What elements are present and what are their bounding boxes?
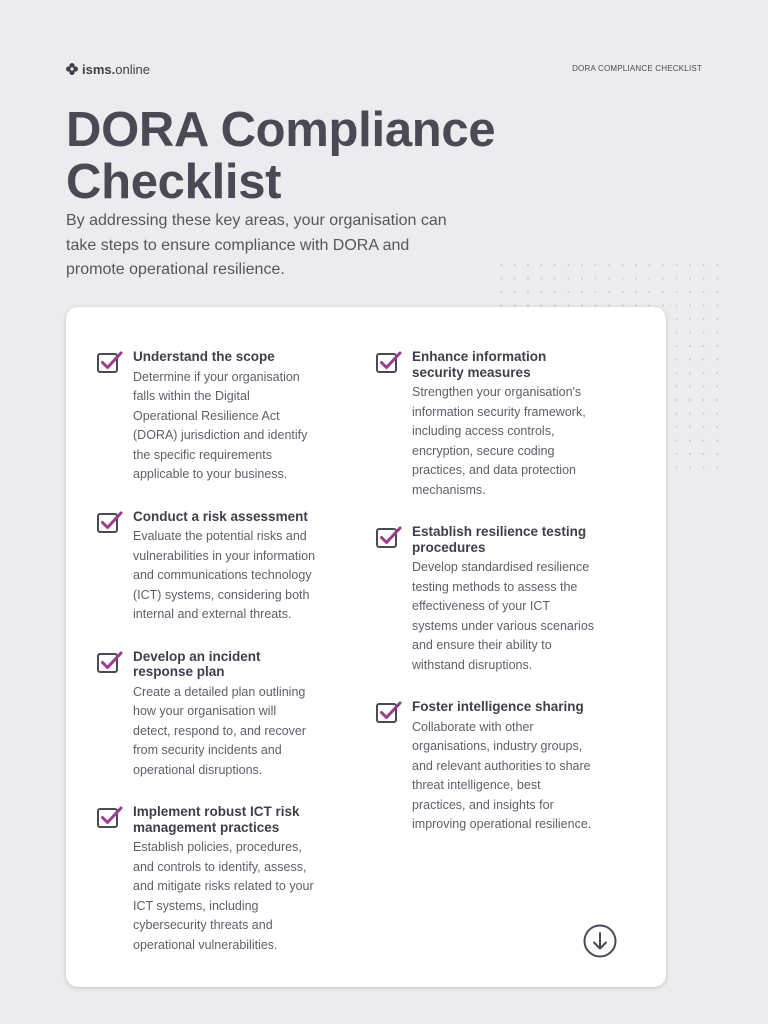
checklist-item-title: Enhance information security measures	[412, 349, 547, 380]
checklist-item	[97, 349, 317, 485]
checklist-item-description: Establish policies, procedures, and controls to identify, assess, and mitigate risks related to your ICT systems, including cybersecurity threats and operational vulnerabilities.	[133, 840, 314, 952]
checkbox-checked-icon	[97, 805, 123, 829]
checklist-item-description: Strengthen your organisation's information security framework, including access controls, encryption, secure coding practices, and data protection mechanisms.	[412, 385, 586, 497]
checklist-item-title: Establish resilience testing procedures	[412, 524, 587, 555]
checkbox-checked-icon	[376, 525, 402, 549]
checklist-column-left	[97, 349, 317, 979]
arrow-down-circle-icon[interactable]	[583, 924, 617, 958]
page-title: DORA Compliance Checklist	[66, 103, 496, 209]
checkbox-checked-icon	[376, 700, 402, 724]
flower-logo-icon	[66, 63, 78, 75]
checklist-item-title: Implement robust ICT risk management practices	[133, 804, 300, 835]
checkbox-checked-icon	[97, 350, 123, 374]
checklist-item-description: Collaborate with other organisations, industry groups, and relevant authorities to share threat intelligence, best practices, and insights for improving operational resilience.	[412, 719, 592, 831]
checkbox-checked-icon	[97, 650, 123, 674]
checklist-item-title: Develop an incident response plan	[133, 648, 261, 679]
checklist-item-description: Evaluate the potential risks and vulnerabilities in your information and communications technology (ICT) systems, considering both internal and external threats.	[133, 529, 316, 621]
document-tag: DORA COMPLIANCE CHECKLIST	[572, 64, 702, 73]
checklist-item-description: Create a detailed plan outlining how your organisation will detect, respond to, and recover from security incidents and operational disruptions.	[133, 684, 307, 777]
checklist-item	[376, 699, 596, 835]
checkbox-checked-icon	[376, 350, 402, 374]
logo-text-bold: isms.	[82, 61, 116, 77]
checkbox-checked-icon	[97, 510, 123, 534]
logo-text: online	[115, 61, 150, 77]
checklist-item	[376, 349, 596, 500]
checklist-card	[66, 307, 666, 987]
intro-text: By addressing these key areas, your organisation can take steps to ensure compliance with DORA and promote operational resilience.	[66, 212, 447, 278]
checklist-item	[97, 804, 317, 955]
checklist-item-title: Conduct a risk assessment	[133, 508, 308, 524]
brand-logo	[66, 61, 150, 77]
checklist-item	[376, 524, 596, 675]
checklist-item-description: Develop standardised resilience testing methods to assess the effectiveness of your ICT systems under various scenarios and ensure their ability to withstand disruptions.	[412, 560, 595, 672]
checklist-item-title: Understand the scope	[133, 349, 275, 364]
checklist-item-title: Foster intelligence sharing	[412, 699, 584, 714]
checklist-item	[97, 649, 317, 781]
checklist-column-right	[376, 349, 596, 859]
checklist-item	[97, 509, 317, 625]
checklist-item-description: Determine if your organisation falls within the Digital Operational Resilience Act (DORA) jurisdiction and identify the specific requirements applicable to your business.	[133, 369, 308, 481]
